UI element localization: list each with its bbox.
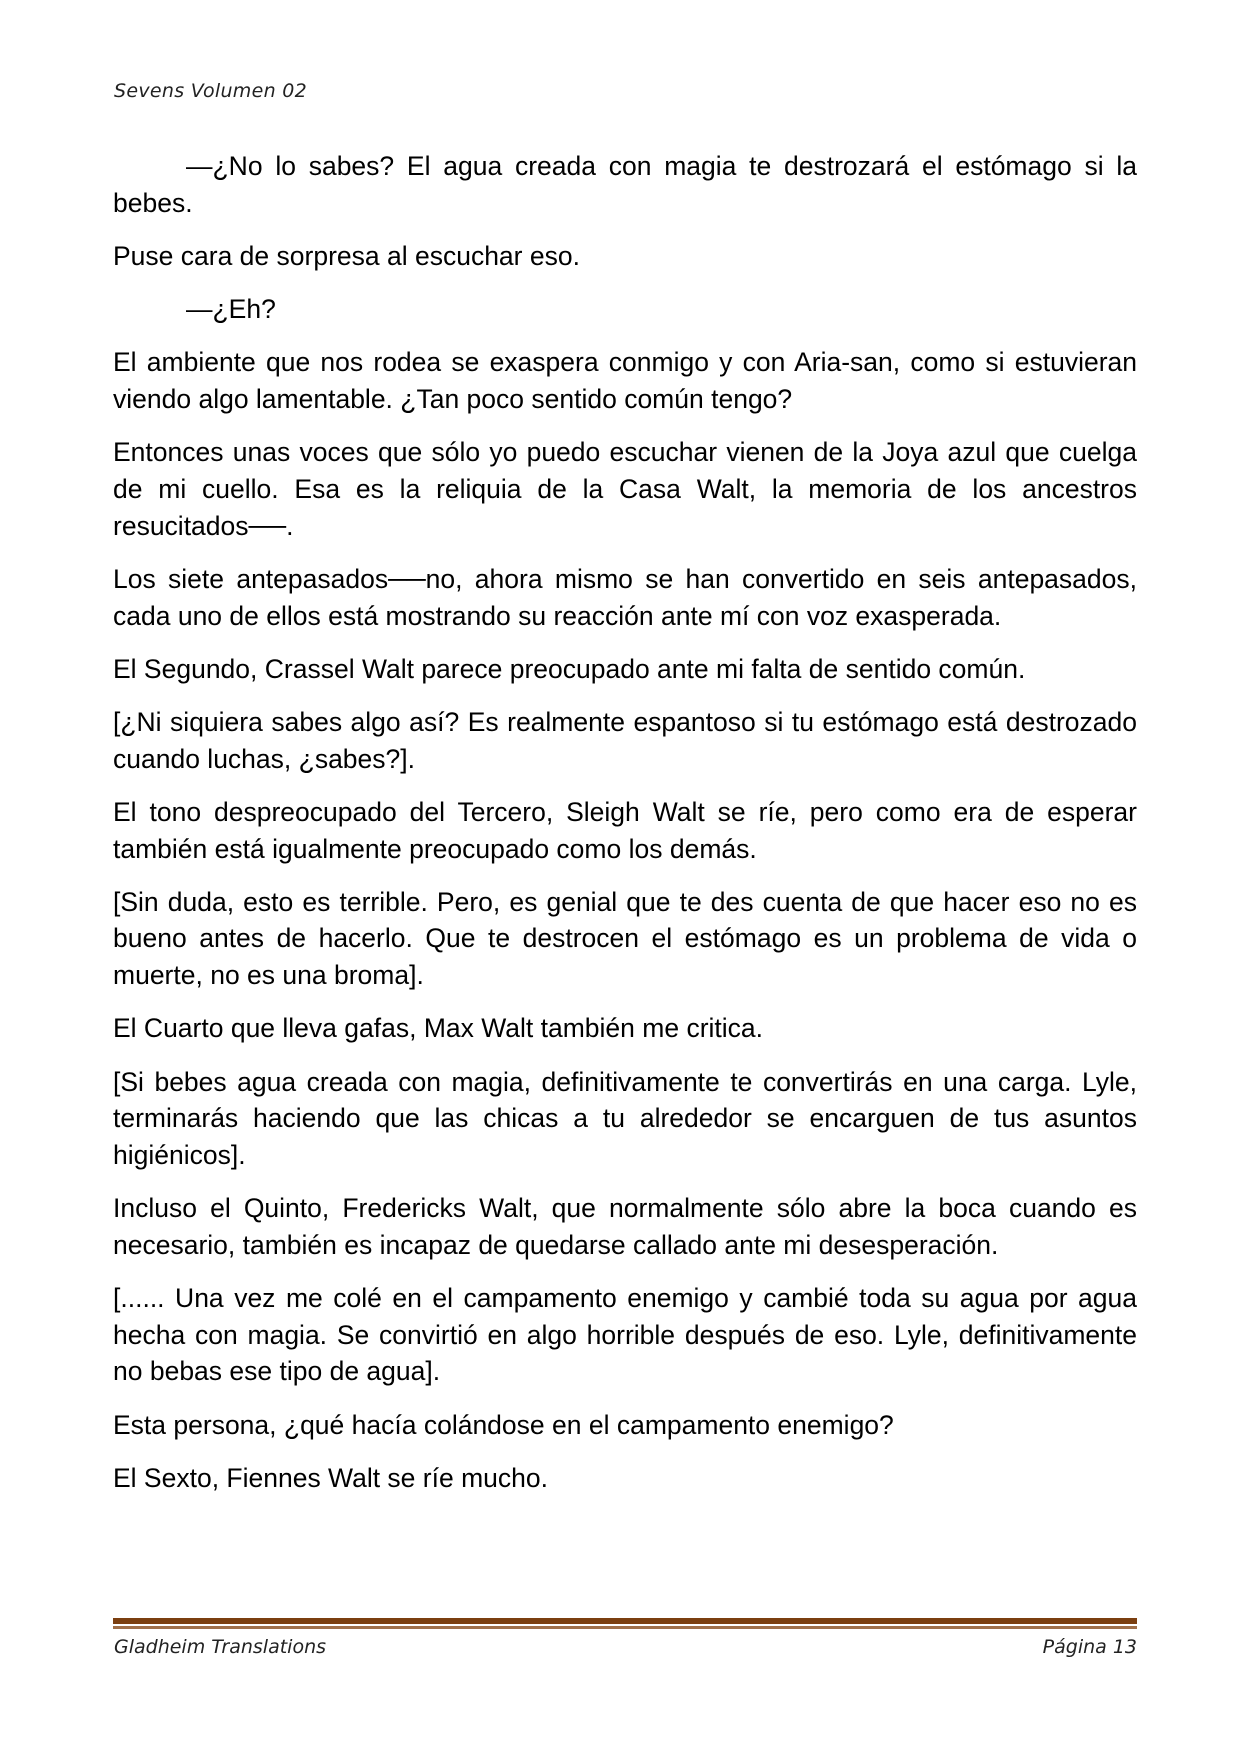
footer-publisher: Gladheim Translations bbox=[114, 1636, 327, 1658]
page-number: Página 13 bbox=[1042, 1636, 1137, 1658]
paragraph: [...... Una vez me colé en el campamento enemigo y cambié toda su agua por agua hecha con magia. Se convirtió en algo horrible después de eso. Lyle, definitivamente no bebas ese tipo de agua]. bbox=[113, 1283, 1137, 1387]
paragraph: El Segundo, Crassel Walt parece preocupado ante mi falta de sentido común. bbox=[113, 653, 1026, 684]
paragraph: Esta persona, ¿qué hacía colándose en el campamento enemigo? bbox=[113, 1409, 894, 1440]
paragraph: Incluso el Quinto, Fredericks Walt, que normalmente sólo abre la boca cuando es necesario, también es incapaz de quedarse callado ante mi desesperación. bbox=[113, 1193, 1137, 1260]
paragraph: [Sin duda, esto es terrible. Pero, es genial que te des cuenta de que hacer eso no es bueno antes de hacerlo. Que te destrocen el estómago es un problema de vida o muerte, no es una broma]. bbox=[113, 886, 1137, 991]
paragraph: El ambiente que nos rodea se exaspera conmigo y con Aria-san, como si estuvieran viendo algo lamentable. ¿Tan poco sentido común tengo? bbox=[113, 347, 1137, 415]
paragraph: [Si bebes agua creada con magia, definitivamente te convertirás en una carga. Lyle, terminarás haciendo que las chicas a tu alrededor se encarguen de tus asuntos higiénicos]. bbox=[113, 1066, 1137, 1170]
paragraph: Los siete antepasados──no, ahora mismo se han convertido en seis antepasados, cada uno de ellos está mostrando su reacción ante mí con voz exasperada. bbox=[113, 563, 1137, 631]
page-body bbox=[113, 148, 1137, 1513]
paragraph: [¿Ni siquiera sabes algo así? Es realmente espantoso si tu estómago está destrozado cuando luchas, ¿sabes?]. bbox=[113, 706, 1137, 774]
paragraph: El Cuarto que lleva gafas, Max Walt también me critica. bbox=[113, 1013, 764, 1044]
footer-divider bbox=[113, 1618, 1137, 1626]
paragraph: Puse cara de sorpresa al escuchar eso. bbox=[113, 240, 580, 271]
running-header: Sevens Volumen 02 bbox=[114, 80, 308, 102]
paragraph: Entonces unas voces que sólo yo puedo escuchar vienen de la Joya azul que cuelga de mi cuello. Esa es la reliquia de la Casa Walt, la memoria de los ancestros resucitados──. bbox=[113, 437, 1137, 541]
paragraph: El Sexto, Fiennes Walt se ríe mucho. bbox=[113, 1462, 548, 1493]
dialogue-paragraph: —¿No lo sabes? El agua creada con magia te destrozará el estómago si la bebes. bbox=[113, 151, 1137, 218]
paragraph: El tono despreocupado del Tercero, Sleigh Walt se ríe, pero como era de esperar también está igualmente preocupado como los demás. bbox=[113, 796, 1137, 864]
dialogue-paragraph: —¿Eh? bbox=[186, 294, 276, 325]
